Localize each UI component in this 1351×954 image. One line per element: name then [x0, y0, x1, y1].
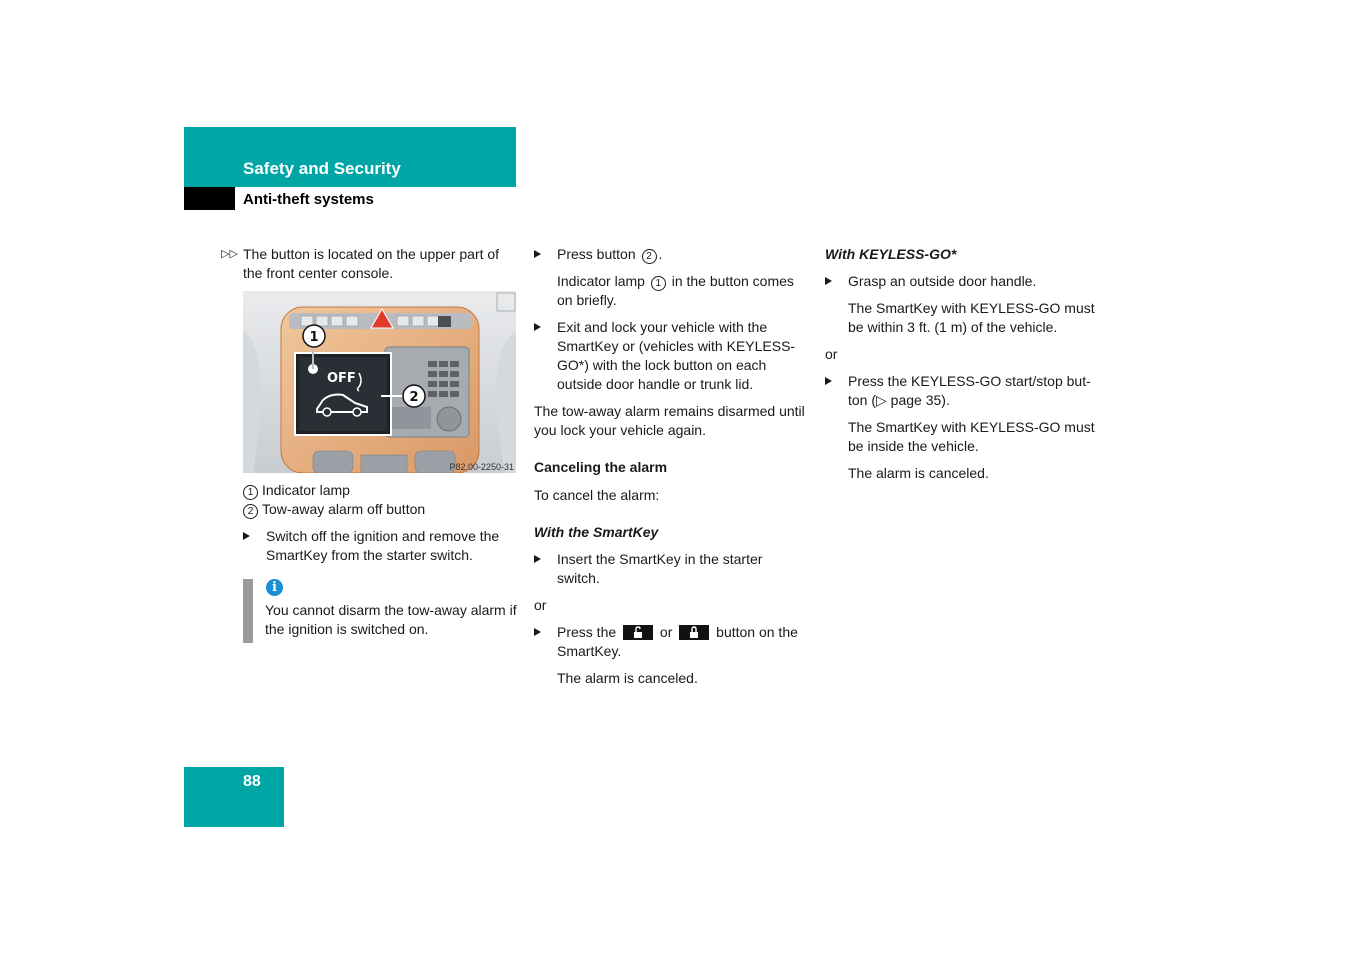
intro-text: The button is located on the upper part of the front center console. [243, 246, 500, 281]
step-grasp-handle [825, 272, 1100, 291]
legend-label: Tow-away alarm off button [262, 501, 426, 517]
legend-number: 1 [243, 485, 258, 500]
step-text: Press button [557, 246, 640, 262]
step-text-end: button on the SmartKey. [557, 624, 798, 659]
header-tab-marker [184, 187, 235, 210]
or-text: or [534, 597, 547, 613]
figure-code: P82.00-2250-31 [449, 462, 514, 472]
legend-number: 2 [243, 504, 258, 519]
figure-off-label: OFF [327, 371, 356, 386]
step-press-key-button [534, 623, 806, 661]
result-text: Indicator lamp [557, 273, 649, 289]
step-text: Insert the SmartKey in the starter switch. [557, 551, 763, 586]
step-press-button [534, 245, 806, 264]
page-number-box [184, 767, 284, 827]
bullet-arrow-icon [534, 323, 541, 331]
step-text: Exit and lock your vehicle with the SmartKey or (vehicles with KEYLESS-GO*) with the lock button on each outside door handle or trunk lid. [557, 319, 796, 392]
keyless-heading: With KEYLESS-GO* [825, 246, 957, 262]
step-note: The SmartKey with KEYLESS-GO must be within 3 ft. (1 m) of the vehicle. [848, 300, 1095, 335]
column-1 [221, 245, 518, 643]
step-press-keyless-button [825, 372, 1100, 410]
alarm-canceled-text: The alarm is canceled. [848, 465, 989, 481]
smartkey-heading: With the SmartKey [534, 524, 659, 540]
bullet-arrow-icon [534, 250, 541, 258]
bullet-arrow-icon [243, 532, 250, 540]
figure-legend [243, 481, 518, 519]
step-exit-lock [534, 318, 806, 394]
info-bar [243, 579, 253, 643]
or-inline: or [659, 624, 673, 640]
page-number: 88 [243, 773, 261, 790]
info-text: You cannot disarm the tow-away alarm if the ignition is switched on. [265, 602, 517, 637]
info-icon: i [266, 579, 283, 596]
canceling-heading: Canceling the alarm [534, 459, 668, 475]
lock-icon [679, 625, 709, 640]
bullet-arrow-icon [534, 628, 541, 636]
step-note: The SmartKey with KEYLESS-GO must be inside the vehicle. [848, 419, 1095, 454]
callout-number: 2 [642, 249, 657, 264]
figure-callout-2: 2 [409, 390, 419, 405]
step-text: Grasp an outside door handle. [848, 273, 1037, 289]
remains-disarmed-text: The tow-away alarm remains disarmed until you lock your vehicle again. [534, 403, 805, 438]
bullet-arrow-icon [825, 377, 832, 385]
step-text: Press the [557, 624, 617, 640]
continuation-icon: ▷▷ [221, 248, 238, 260]
console-illustration [243, 291, 516, 473]
step-insert-key [534, 550, 806, 588]
section-title: Safety and Security [243, 159, 401, 178]
unlock-icon [623, 625, 653, 640]
callout-number: 1 [651, 276, 666, 291]
step-text: Press the KEYLESS-GO start/stop but-ton (▷ page 35). [848, 373, 1091, 408]
subsection-title: Anti-theft systems [243, 191, 374, 208]
alarm-canceled-text: The alarm is canceled. [557, 670, 698, 686]
bullet-arrow-icon [534, 555, 541, 563]
legend-label: Indicator lamp [262, 482, 350, 498]
bullet-arrow-icon [825, 277, 832, 285]
step-text: Switch off the ignition and remove the SmartKey from the starter switch. [266, 528, 500, 563]
step-result [534, 272, 806, 310]
console-figure [243, 291, 516, 473]
column-2 [534, 245, 806, 696]
legend-item [243, 481, 518, 500]
step-text-end: . [658, 246, 663, 262]
column-3 [825, 245, 1100, 491]
info-note [243, 579, 518, 643]
cancel-intro: To cancel the alarm: [534, 487, 660, 503]
result-text-end: in the button comes on briefly. [557, 273, 794, 308]
legend-item [243, 500, 518, 519]
step-switch-off [243, 527, 518, 565]
figure-callout-1: 1 [309, 330, 319, 345]
or-text: or [825, 346, 838, 362]
intro-paragraph [221, 245, 518, 283]
